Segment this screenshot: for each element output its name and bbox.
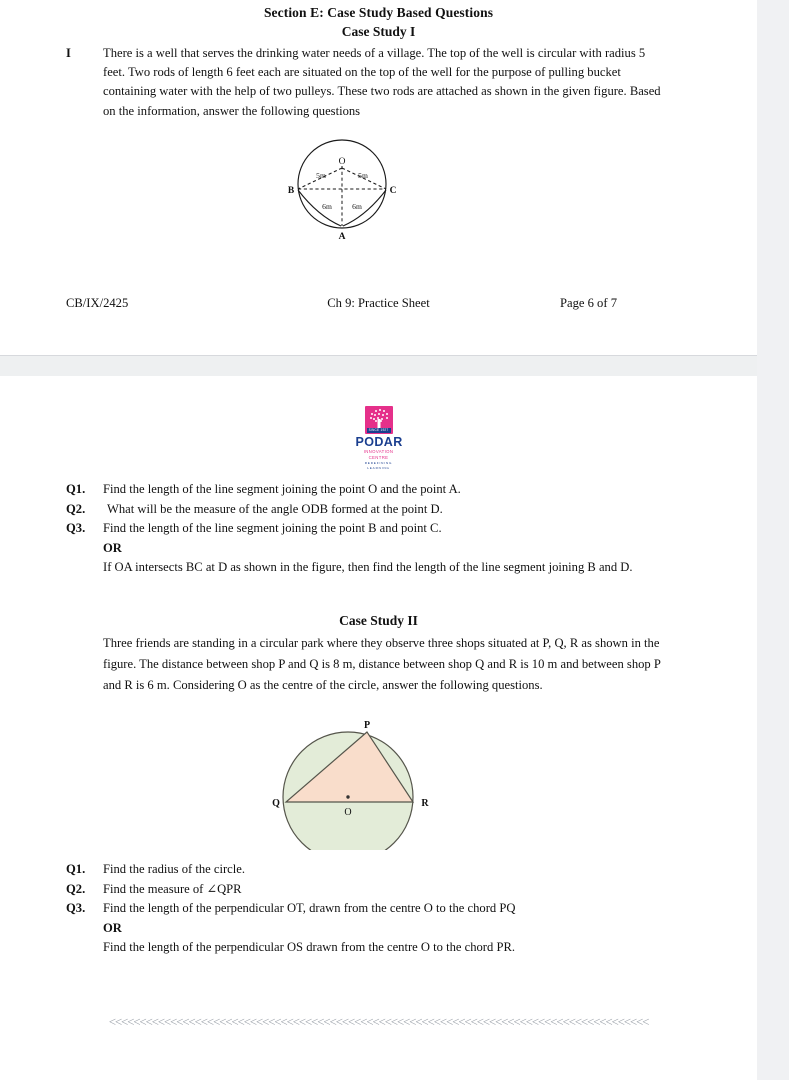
question-text: Find the measure of ∠QPR <box>103 881 242 896</box>
case-study-2-passage: Three friends are standing in a circular park where they observe three shops situated at P, Q, R as shown in the figure. The distance between shop P and Q is 8 m, distance between shop Q and R is 10 m and between shop P and R is 6 m. Considering O as the centre of the circle, answer the following questions. <box>103 636 661 692</box>
case-study-2-title: Case Study II <box>339 613 418 628</box>
question-text: Find the length of the perpendicular OT, drawn from the centre O to the chord PQ <box>103 901 516 915</box>
section-heading: Section E: Case Study Based Questions <box>263 5 494 20</box>
page-1-headings <box>0 5 757 40</box>
case-study-1-questions <box>66 480 686 578</box>
item-marker: I <box>66 46 71 60</box>
question-row <box>66 500 686 520</box>
question-number: Q1. <box>66 482 86 496</box>
case-study-1-title: Case Study I <box>341 24 416 39</box>
page-2 <box>0 376 757 1080</box>
well-top-circle-diagram <box>283 138 413 240</box>
right-gutter <box>757 0 789 1080</box>
question-text: Find the length of the line segment joining the point B and point C. <box>103 521 442 535</box>
question-row <box>66 880 686 900</box>
case-study-1-intro <box>66 44 666 121</box>
question-number: Q3. <box>66 521 86 535</box>
question-number: Q1. <box>66 862 86 876</box>
case-study-1-passage: There is a well that serves the drinking water needs of a village. The top of the well is circular with radius 5 feet. Two rods of length 6 feet each are situated on the top of the well for the purpose of pulling bucket containing water with the help of two pulleys. These two rods are attached as shown in the given figure. Based on the information, answer the following questions <box>103 46 661 118</box>
park-label-R: R <box>421 798 429 809</box>
page-separator-gap <box>0 356 757 376</box>
decorative-tail-rule: <<<<<<<<<<<<<<<<<<<<<<<<<<<<<<<<<<<<<<<<<<<<<<<<<<<<<<<<<<<<<<<<<<<<<<<<<<<<<<<<<<<<<<<< <box>108 1014 649 1029</box>
question-number: Q2. <box>66 881 86 896</box>
or-label: OR <box>103 920 122 935</box>
well-label-O: O <box>338 157 346 167</box>
logo-tagline: REDEFINING LEARNING <box>364 461 393 470</box>
question-text: What will be the measure of the angle ODB formed at the point D. <box>107 501 443 516</box>
footer-doc-code: CB/IX/2425 <box>66 296 129 310</box>
park-label-Q: Q <box>272 798 280 809</box>
question-number: Q2. <box>66 501 86 516</box>
case-study-2-questions <box>66 860 686 958</box>
well-label-radius-right: 5m <box>358 171 368 180</box>
alternate-question-text: Find the length of the perpendicular OS drawn from the centre O to the chord PR. <box>103 940 515 954</box>
logo-since-banner: SINCE 1927 <box>367 428 391 433</box>
alternate-question-text: If OA intersects BC at D as shown in the figure, then find the length of the line segment joining B and D. <box>103 560 633 574</box>
question-text: Find the radius of the circle. <box>103 862 245 876</box>
question-number: Q3. <box>66 901 86 915</box>
question-row <box>66 519 686 539</box>
question-row <box>66 480 686 500</box>
centre-point-O <box>346 795 349 798</box>
well-label-radius-left: 5m <box>316 171 326 180</box>
logo-wordmark: PODAR <box>355 435 403 449</box>
logo-subtitle: INNOVATION CENTRE <box>363 449 394 460</box>
well-label-rod-right: 6m <box>352 202 362 211</box>
well-label-B: B <box>287 186 295 196</box>
footer-page-number: Page 6 of 7 <box>559 296 617 310</box>
footer-sheet-title: Ch 9: Practice Sheet <box>327 296 430 310</box>
page-1-footer <box>0 296 757 314</box>
circular-park-triangle-diagram <box>255 720 445 850</box>
podar-tree-icon <box>365 406 393 434</box>
or-label: OR <box>103 540 122 555</box>
school-logo <box>0 406 757 471</box>
question-row <box>66 860 686 880</box>
well-label-A: A <box>338 232 346 240</box>
park-label-P: P <box>363 720 371 731</box>
well-label-rod-left: 6m <box>322 202 332 211</box>
park-label-O: O <box>344 807 352 818</box>
page-1 <box>0 0 757 356</box>
question-row <box>66 899 686 919</box>
question-text: Find the length of the line segment joining the point O and the point A. <box>103 482 461 496</box>
well-label-C: C <box>389 186 397 196</box>
